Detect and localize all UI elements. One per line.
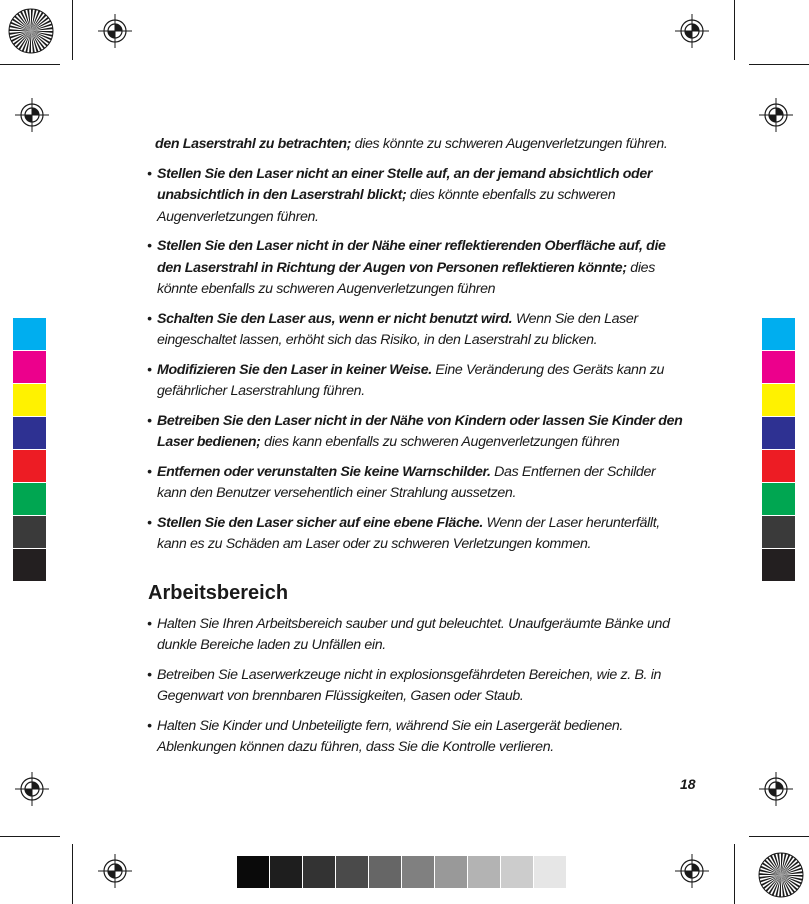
- list-item: [147, 716, 687, 759]
- gray-swatch: [369, 856, 401, 888]
- color-swatch: [13, 516, 46, 549]
- starburst-top-left: [8, 8, 54, 54]
- color-swatch: [13, 351, 46, 384]
- bullet-symbol: •: [147, 463, 152, 480]
- gray-swatch: [336, 856, 368, 888]
- body-text: Wenn Sie den Laser eingeschaltet lassen, erhöht sich das Risiko, in den Laserstrahl zu blicken.: [157, 310, 638, 348]
- section-title: Arbeitsbereich: [148, 581, 289, 604]
- registration-mark-icon: [674, 853, 710, 889]
- body-text: Halten Sie Kinder und Unbeteiligte fern, während Sie ein Lasergerät bedienen. Ablenkungen können dazu führen, dass Sie die Kontrolle verlieren.: [157, 717, 623, 755]
- page-content: [147, 134, 687, 767]
- bullet-symbol: •: [147, 514, 152, 531]
- body-text: dies könnte ebenfalls zu schweren Augenverletzungen führen.: [157, 187, 616, 225]
- bold-text: Entfernen oder verunstalten Sie keine Warnschilder.: [157, 463, 491, 480]
- bullet-symbol: •: [147, 165, 152, 182]
- bullet-symbol: •: [147, 238, 152, 254]
- color-swatch: [13, 483, 46, 516]
- list-item: [147, 614, 687, 657]
- bullet-symbol: •: [147, 615, 152, 632]
- list-item: [147, 360, 687, 403]
- color-swatch: [762, 450, 795, 483]
- bullet-symbol: •: [147, 666, 152, 683]
- color-swatch: [13, 450, 46, 483]
- bold-text: Schalten Sie den Laser aus, wenn er nicht benutzt wird.: [157, 310, 513, 327]
- crop-mark: [749, 836, 809, 837]
- page-number: 18: [680, 776, 696, 792]
- crop-mark: [749, 64, 809, 65]
- body-text: dies könnte zu schweren Augenverletzungen führen.: [351, 136, 668, 152]
- bullet-symbol: •: [147, 717, 152, 734]
- color-bar-right: [762, 318, 795, 582]
- gray-swatch: [501, 856, 533, 888]
- bullet-symbol: •: [147, 361, 152, 378]
- bullet-symbol: •: [147, 412, 152, 429]
- body-text: Eine Veränderung des Geräts kann zu gefährlicher Laserstrahlung führen.: [157, 361, 664, 399]
- color-swatch: [13, 417, 46, 450]
- crop-mark: [0, 836, 60, 837]
- color-swatch: [13, 549, 46, 582]
- body-text: Halten Sie Ihren Arbeitsbereich sauber und gut beleuchtet. Unaufgeräumte Bänke und dunkle Bereiche laden zu Unfällen ein.: [157, 615, 670, 653]
- crop-mark: [72, 0, 73, 60]
- gray-swatch: [435, 856, 467, 888]
- bold-text: Modifizieren Sie den Laser in keiner Weise.: [157, 361, 432, 378]
- gray-swatch: [468, 856, 500, 888]
- crop-mark: [734, 0, 735, 60]
- starburst-bottom-right: [758, 852, 804, 898]
- bullet-symbol: •: [147, 310, 152, 327]
- crop-mark: [734, 844, 735, 904]
- color-swatch: [762, 318, 795, 351]
- bold-text: Stellen Sie den Laser nicht an einer Stelle auf, an der jemand absichtlich oder unabsichtlich in den Laserstrahl blickt;: [157, 165, 653, 203]
- list-item: [147, 236, 687, 301]
- color-swatch: [13, 318, 46, 351]
- list-item: [147, 309, 687, 352]
- color-swatch: [13, 384, 46, 417]
- gray-swatch: [237, 856, 269, 888]
- list-item: [147, 164, 687, 229]
- registration-mark-icon: [97, 853, 133, 889]
- continued-paragraph: [155, 134, 687, 156]
- color-bar-left: [13, 318, 46, 582]
- registration-mark-icon: [14, 771, 50, 807]
- gray-swatch: [534, 856, 566, 888]
- registration-mark-icon: [758, 771, 794, 807]
- color-swatch: [762, 516, 795, 549]
- registration-mark-icon: [758, 97, 794, 133]
- body-text: dies kann ebenfalls zu schweren Augenverletzungen führen: [260, 434, 620, 450]
- work-area-list: [147, 614, 687, 759]
- color-swatch: [762, 417, 795, 450]
- registration-mark-icon: [674, 13, 710, 49]
- body-text: Betreiben Sie Laserwerkzeuge nicht in explosionsgefährdeten Bereichen, wie z. B. in Gegenwart von brennbaren Flüssigkeiten, Gasen oder Staub.: [157, 666, 662, 704]
- body-text: Das Entfernen der Schilder kann den Benutzer versehentlich einer Strahlung aussetzen.: [157, 463, 656, 501]
- list-item: [147, 513, 687, 556]
- list-item: [147, 665, 687, 708]
- registration-mark-icon: [14, 97, 50, 133]
- bold-text: Betreiben Sie den Laser nicht in der Nähe von Kindern oder lassen Sie Kinder den Laser bedienen;: [157, 412, 683, 450]
- gray-swatch: [402, 856, 434, 888]
- crop-mark: [72, 844, 73, 904]
- color-swatch: [762, 549, 795, 582]
- crop-mark: [0, 64, 60, 65]
- bold-text: den Laserstrahl zu betrachten;: [155, 136, 352, 152]
- color-swatch: [762, 384, 795, 417]
- list-item: [147, 411, 687, 454]
- list-item: [147, 462, 687, 505]
- laser-safety-list: [147, 164, 687, 556]
- body-text: dies könnte ebenfalls zu schweren Augenverletzungen führen: [157, 259, 655, 297]
- registration-mark-icon: [97, 13, 133, 49]
- gray-scale-bar: [237, 856, 567, 888]
- color-swatch: [762, 351, 795, 384]
- body-text: Wenn der Laser herunterfällt, kann es zu Schäden am Laser oder zu schweren Verletzungen kommen.: [157, 514, 660, 552]
- color-swatch: [762, 483, 795, 516]
- bold-text: Stellen Sie den Laser nicht in der Nähe einer reflektierenden Oberfläche auf, die den Laserstrahl in Richtung der Augen von Personen reflektieren könnte;: [157, 238, 666, 276]
- gray-swatch: [270, 856, 302, 888]
- bold-text: Stellen Sie den Laser sicher auf eine ebene Fläche.: [157, 514, 483, 531]
- gray-swatch: [303, 856, 335, 888]
